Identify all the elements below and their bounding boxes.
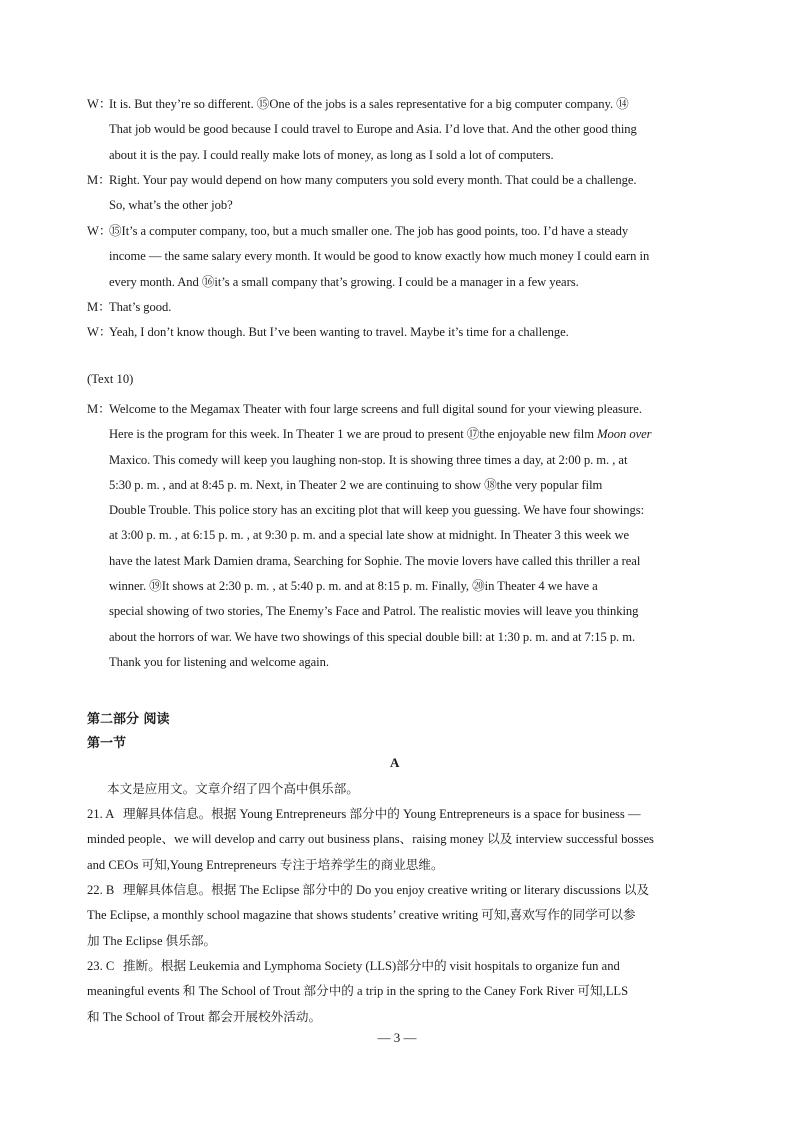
dialog-line: It is. But they’re so different. ⑮One of the jobs is a sales representative for a big computer company. ⑭ <box>109 97 629 111</box>
dialog-line: Right. Your pay would depend on how many computers you sold every month. That could be a challenge. <box>109 173 637 187</box>
answer-item <box>87 878 709 954</box>
answer-line: and CEOs 可知,Young Entrepreneurs 专注于培养学生的商业思维。 <box>87 857 444 872</box>
answer-number: 22. B <box>87 883 115 897</box>
dialog-turn-3 <box>87 219 709 295</box>
dialog-line: at 3:00 p. m. , at 6:15 p. m. , at 9:30 p. m. and a special late show at midnight. In Theater 3 this week we <box>109 528 630 543</box>
dialog-turn-4 <box>87 295 709 320</box>
dialog-line: have the latest Mark Damien drama, Searching for Sophie. The movie lovers have called this thriller a real <box>109 553 641 568</box>
speaker-label: M： <box>87 173 111 187</box>
dialog-line: Maxico. This comedy will keep you laughing non-stop. It is showing three times a day, at 2:00 p. m. , at <box>109 452 628 467</box>
dialog-line: income — the same salary every month. It would be good to know exactly how much money I could earn in <box>109 249 650 264</box>
dialog-turn-5 <box>87 320 709 345</box>
dialog-line: Here is the program for this week. In Theater 1 we are proud to present ⑰the enjoyable new film <box>109 427 598 442</box>
answer-line: The Eclipse, a monthly school magazine that shows students’ creative writing 可知,喜欢写作的同学可以参 <box>87 908 636 923</box>
speaker-label: W： <box>87 224 112 238</box>
answer-number: 21. A <box>87 807 115 821</box>
dialog-line: That’s good. <box>109 300 172 314</box>
answer-line: minded people、we will develop and carry out business plans、raising money 以及 interview successful bosses <box>87 832 654 847</box>
answer-item <box>87 954 709 1030</box>
dialog-line: Yeah, I don’t know though. But I’ve been wanting to travel. Maybe it’s time for a challenge. <box>109 325 569 339</box>
text-label: (Text 10) <box>87 372 134 386</box>
dialog-line: special showing of two stories, The Enemy’s Face and Patrol. The realistic movies will leave you thinking <box>109 604 639 619</box>
section-heading: 第二部分 阅读 <box>87 712 170 727</box>
speaker-label: W： <box>87 325 112 339</box>
dialog-line: Thank you for listening and welcome again. <box>109 654 329 669</box>
speaker-label: M： <box>87 402 111 416</box>
answer-line: 理解具体信息。根据 The Eclipse 部分中的 Do you enjoy creative writing or literary discussions 以及 <box>123 883 650 897</box>
dialog-line: That job would be good because I could travel to Europe and Asia. I’d love that. And the other good thing <box>109 122 637 137</box>
dialog-turn-1 <box>87 92 709 168</box>
subsection-heading: 第一节 <box>87 736 127 751</box>
film-title: Moon over <box>597 427 652 442</box>
answer-item <box>87 802 709 878</box>
dialog-line: ⑮It’s a computer company, too, but a much smaller one. The job has good points, too. I’d have a steady <box>109 224 629 238</box>
answer-line: meaningful events 和 The School of Trout 部分中的 a trip in the spring to the Caney Fork River 可知,LLS <box>87 984 629 999</box>
speaker-label: W： <box>87 97 112 111</box>
dialog-line: Welcome to the Megamax Theater with four large screens and full digital sound for your viewing pleasure. <box>109 402 642 416</box>
dialog-line: So, what’s the other job? <box>109 198 233 213</box>
answer-line: 推断。根据 Leukemia and Lymphoma Society (LLS)部分中的 visit hospitals to organize fun and <box>123 959 620 973</box>
dialog-line: winner. ⑲It shows at 2:30 p. m. , at 5:40 p. m. and at 8:15 p. m. Finally, ⑳in Theater 4 we have a <box>109 579 598 594</box>
dialog-line: 5:30 p. m. , and at 8:45 p. m. Next, in Theater 2 we are continuing to show ⑱the very popular film <box>109 477 603 492</box>
passage-letter: A <box>390 755 400 770</box>
dialog-line: every month. And ⑯it’s a small company that’s growing. I could be a manager in a few years. <box>109 274 579 289</box>
answer-number: 23. C <box>87 959 115 973</box>
passage-intro: 本文是应用文。文章介绍了四个高中俱乐部。 <box>107 782 359 796</box>
page-number: — 3 — <box>377 1030 417 1045</box>
answer-line: 加 The Eclipse 俱乐部。 <box>87 933 217 948</box>
monologue <box>87 397 709 675</box>
dialog-line: Double Trouble. This police story has an exciting plot that will keep you guessing. We have four showings: <box>109 503 645 518</box>
answer-line: 理解具体信息。根据 Young Entrepreneurs 部分中的 Young Entrepreneurs is a space for business — <box>123 807 641 821</box>
answer-line: 和 The School of Trout 都会开展校外活动。 <box>87 1009 322 1024</box>
dialog-turn-2 <box>87 168 709 219</box>
dialog-line: about the horrors of war. We have two showings of this special double bill: at 1:30 p. m. and at 7:15 p. m. <box>109 629 636 644</box>
dialog-line: about it is the pay. I could really make lots of money, as long as I sold a lot of computers. <box>109 147 554 162</box>
speaker-label: M： <box>87 300 111 314</box>
